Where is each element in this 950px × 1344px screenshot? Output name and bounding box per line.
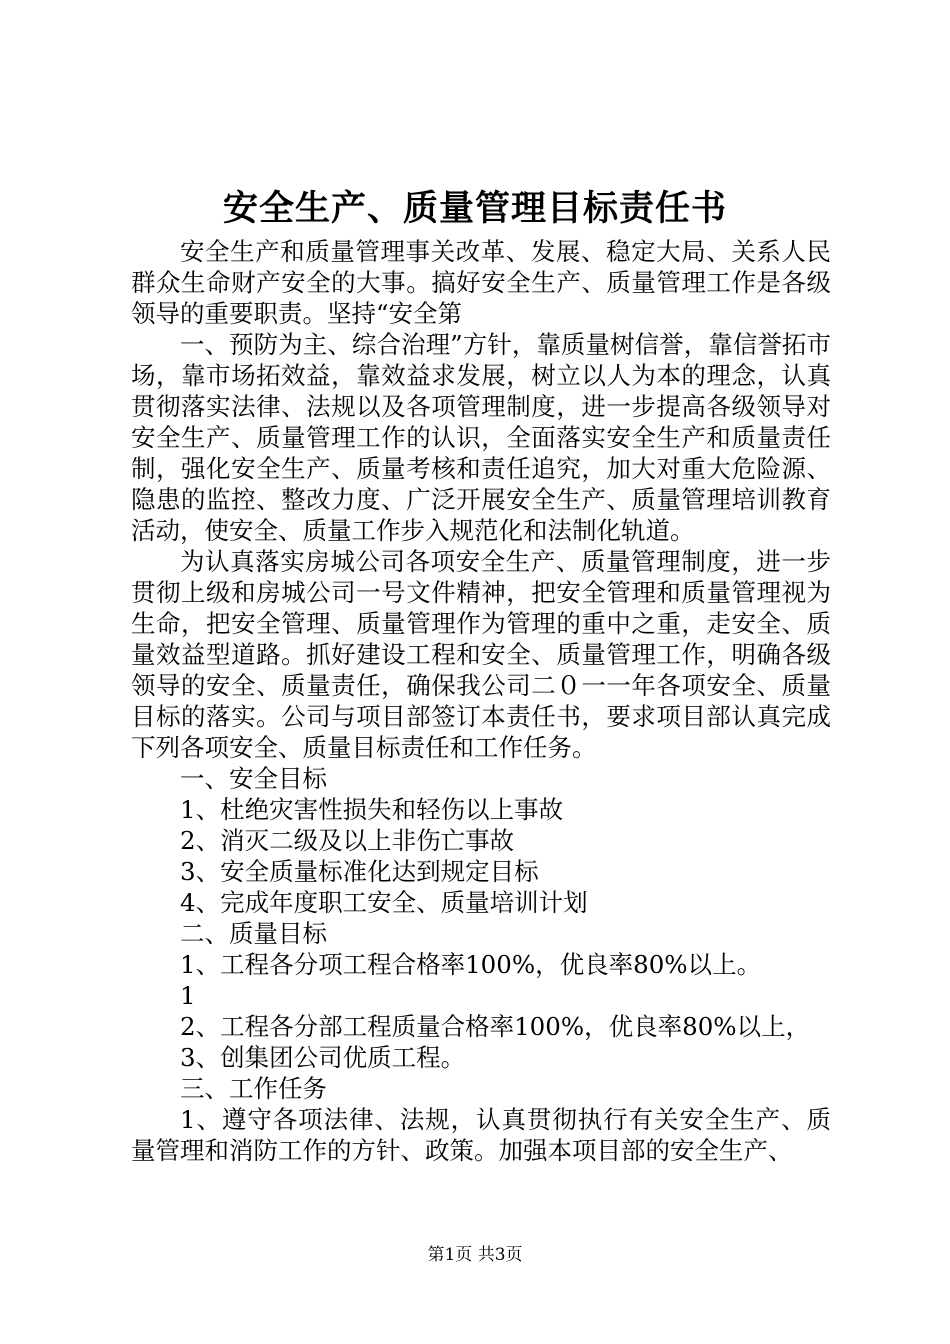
list-item: 3、创集团公司优质工程。 [180, 1043, 466, 1072]
section-heading-work-tasks: 三、工作任务 [180, 1074, 327, 1103]
page-number: 第1页 共3页 [427, 1245, 523, 1265]
document-body [131, 236, 831, 1166]
list-item: 2、消灭二级及以上非伤亡事故 [180, 826, 515, 855]
paragraph: 为认真落实房城公司各项安全生产、质量管理制度，进一步贯彻上级和房城公司一号文件精神，把安全管理和质量管理视为生命，把安全管理、质量管理作为管理的重中之重，走安全、质量效益型道路。抓好建设工程和安全、质量管理工作，明确各级领导的安全、质量责任，确保我公司二０一一年各项安全、质量目标的落实。公司与项目部签订本责任书，要求项目部认真完成下列各项安全、质量目标责任和工作任务。 [131, 547, 831, 762]
section-heading-safety-goals: 一、安全目标 [180, 764, 327, 793]
paragraph: 安全生产和质量管理事关改革、发展、稳定大局、关系人民群众生命财产安全的大事。搞好安全生产、质量管理工作是各级领导的重要职责。坚持“安全第 [131, 237, 831, 328]
list-item: 3、安全质量标准化达到规定目标 [180, 857, 539, 886]
list-item: 1、工程各分项工程合格率100%，优良率80%以上。 [180, 950, 762, 979]
paragraph: 一、预防为主、综合治理”方针，靠质量树信誉，靠信誉拓市场，靠市场拓效益，靠效益求发展，树立以人为本的理念，认真贯彻落实法律、法规以及各项管理制度，进一步提高各级领导对安全生产、质量管理工作的认识，全面落实安全生产和质量责任制，强化安全生产、质量考核和责任追究，加大对重大危险源、隐患的监控、整改力度、广泛开展安全生产、质量管理培训教育活动，使安全、质量工作步入规范化和法制化轨道。 [131, 330, 831, 545]
document-title: 安全生产、质量管理目标责任书 [222, 188, 727, 229]
stray-number: 1 [180, 981, 196, 1010]
list-item: 1、杜绝灾害性损失和轻伤以上事故 [180, 795, 564, 824]
list-item: 4、完成年度职工安全、质量培训计划 [180, 888, 588, 917]
list-item: 2、工程各分部工程质量合格率100%，优良率80%以上， [180, 1012, 811, 1041]
section-heading-quality-goals: 二、质量目标 [180, 919, 327, 948]
paragraph: 1、遵守各项法律、法规，认真贯彻执行有关安全生产、质量管理和消防工作的方针、政策。加强本项目部的安全生产、 [131, 1105, 831, 1165]
